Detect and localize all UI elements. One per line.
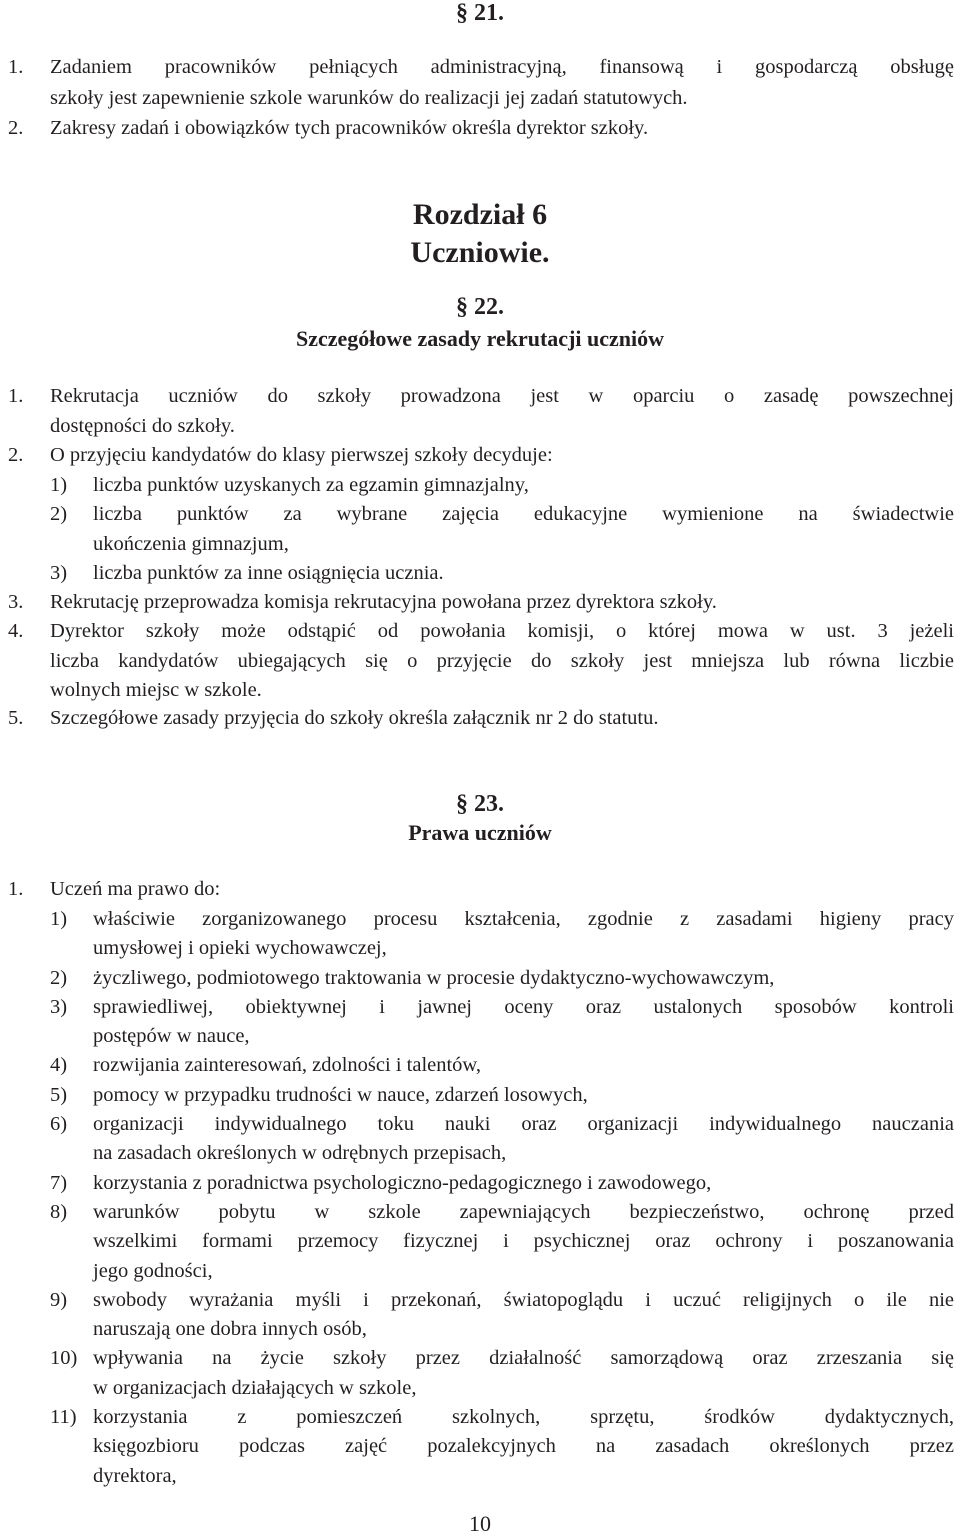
item-number: 3) — [50, 996, 68, 1018]
item-text: liczba punktów za wybrane zajęcia edukacyjne wymienione na świadectwie — [93, 503, 954, 525]
item-text: ukończenia gimnazjum, — [93, 533, 289, 555]
item-text: liczba punktów za inne osiągnięcia ucznia. — [93, 562, 444, 584]
paragraph-number: 4. — [8, 620, 24, 642]
item-text: rozwijania zainteresowań, zdolności i talentów, — [93, 1054, 482, 1076]
item-number: 2) — [50, 967, 68, 989]
paragraph-number: 2. — [8, 117, 24, 139]
paragraph-text: liczba kandydatów ubiegających się o przyjęcie do szkoły jest mniejsza lub równa liczbie — [50, 650, 954, 672]
item-number: 1) — [50, 908, 68, 930]
item-text: wszelkimi formami przemocy fizycznej i psychicznej oraz ochrony i poszanowania — [93, 1230, 954, 1252]
paragraph-number: 1. — [8, 878, 24, 900]
item-number: 1) — [50, 474, 68, 496]
item-text: liczba punktów uzyskanych za egzamin gimnazjalny, — [93, 474, 529, 496]
item-text: właściwie zorganizowanego procesu kształcenia, zgodnie z zasadami higieny pracy — [93, 908, 954, 930]
item-number: 2) — [50, 503, 68, 525]
item-text: wpływania na życie szkoły przez działalność samorządową oraz zrzeszania się — [93, 1347, 954, 1369]
item-text: organizacji indywidualnego toku nauki oraz organizacji indywidualnego nauczania — [93, 1113, 954, 1135]
paragraph-text: Dyrektor szkoły może odstąpić od powołania komisji, o której mowa w ust. 3 jeżeli — [50, 620, 954, 642]
paragraph-text: Szczegółowe zasady przyjęcia do szkoły określa załącznik nr 2 do statutu. — [50, 707, 659, 729]
item-text: sprawiedliwej, obiektywnej i jawnej oceny oraz ustalonych sposobów kontroli — [93, 996, 954, 1018]
item-number: 7) — [50, 1172, 68, 1194]
item-text: swobody wyrażania myśli i przekonań, światopoglądu i uczuć religijnych o ile nie — [93, 1289, 954, 1311]
item-number: 10) — [50, 1347, 78, 1369]
item-text: pomocy w przypadku trudności w nauce, zdarzeń losowych, — [93, 1084, 588, 1106]
item-number: 6) — [50, 1113, 68, 1135]
paragraph-text: Uczeń ma prawo do: — [50, 878, 221, 900]
item-text: w organizacjach działających w szkole, — [93, 1377, 417, 1399]
page-number: 10 — [469, 1511, 491, 1536]
item-text: księgozbioru podczas zajęć pozalekcyjnych na zasadach określonych przez — [93, 1435, 954, 1457]
section-22-title: Szczegółowe zasady rekrutacji uczniów — [295, 326, 665, 351]
paragraph-number: 2. — [8, 444, 24, 466]
chapter-subtitle: Uczniowie. — [410, 236, 550, 269]
paragraph-number: 5. — [8, 707, 24, 729]
paragraph-number: 1. — [8, 385, 24, 407]
item-text: korzystania z poradnictwa psychologiczno-pedagogicznego i zawodowego, — [93, 1172, 712, 1194]
paragraph-text: dostępności do szkoły. — [50, 415, 235, 437]
paragraph-text: Rekrutacja uczniów do szkoły prowadzona jest w oparciu o zasadę powszechnej — [50, 385, 954, 407]
paragraph-text: Zakresy zadań i obowiązków tych pracowników określa dyrektor szkoły. — [50, 117, 649, 139]
item-text: warunków pobytu w szkole zapewniających bezpieczeństwo, ochronę przed — [93, 1201, 954, 1223]
section-23-title: Prawa uczniów — [408, 820, 552, 845]
item-number: 9) — [50, 1289, 68, 1311]
item-text: jego godności, — [93, 1260, 213, 1282]
section-23-heading: § 23. — [456, 791, 504, 817]
item-text: na zasadach określonych w odrębnych przepisach, — [93, 1142, 507, 1164]
item-number: 3) — [50, 562, 68, 584]
item-text: korzystania z pomieszczeń szkolnych, sprzętu, środków dydaktycznych, — [93, 1406, 954, 1428]
item-text: umysłowej i opieki wychowawczej, — [93, 937, 387, 959]
item-text: naruszają one dobra innych osób, — [93, 1318, 367, 1340]
item-number: 5) — [50, 1084, 68, 1106]
paragraph-text: wolnych miejsc w szkole. — [50, 679, 262, 701]
section-22-heading: § 22. — [456, 294, 504, 320]
paragraph-number: 1. — [8, 56, 24, 78]
chapter-title: Rozdział 6 — [412, 198, 548, 231]
paragraph-text: szkoły jest zapewnienie szkole warunków do realizacji jej zadań statutowych. — [50, 87, 688, 109]
paragraph-text: Rekrutację przeprowadza komisja rekrutacyjna powołana przez dyrektora szkoły. — [50, 591, 717, 613]
paragraph-text: Zadaniem pracowników pełniących administracyjną, finansową i gospodarczą obsługę — [50, 56, 954, 78]
item-number: 11) — [50, 1406, 77, 1428]
item-number: 8) — [50, 1201, 68, 1223]
item-text: dyrektora, — [93, 1465, 177, 1487]
item-number: 4) — [50, 1054, 68, 1076]
paragraph-text: O przyjęciu kandydatów do klasy pierwszej szkoły decyduje: — [50, 444, 553, 466]
item-text: postępów w nauce, — [93, 1025, 250, 1047]
paragraph-number: 3. — [8, 591, 24, 613]
section-21-heading: § 21. — [456, 0, 504, 26]
item-text: życzliwego, podmiotowego traktowania w procesie dydaktyczno-wychowawczym, — [93, 967, 775, 989]
